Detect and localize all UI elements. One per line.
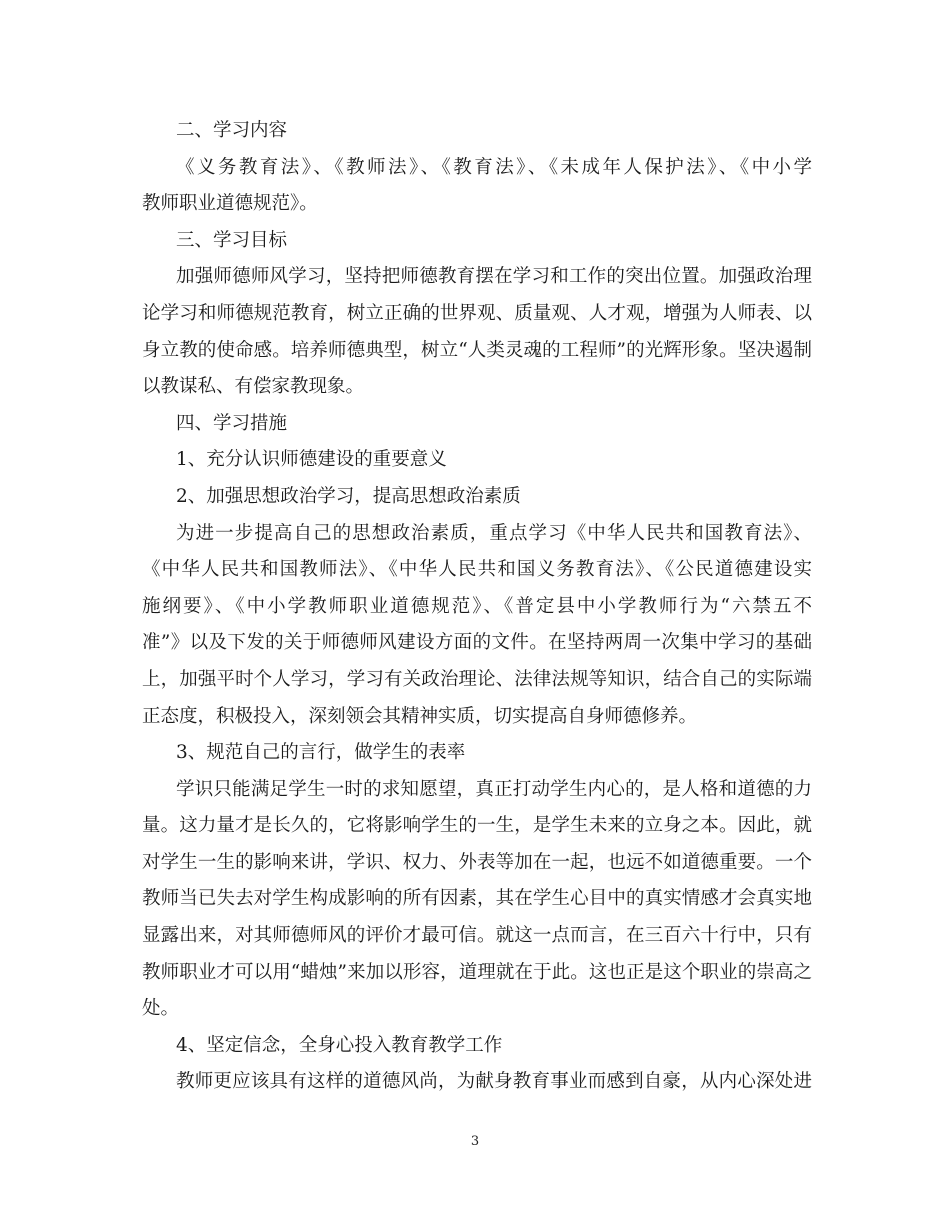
subheading-item-2: 2、加强思想政治学习，提高思想政治素质: [176, 485, 521, 507]
paragraph-line: 教师更应该具有这样的道德风尚，为献身教育事业而感到自豪，从内心深处进: [176, 1071, 812, 1093]
paragraph-line: 量。这力量才是长久的，它将影响学生的一生，是学生未来的立身之本。因此，就: [142, 815, 812, 837]
paragraph-line: 教师当已失去对学生构成影响的所有因素，其在学生心目中的真实情感才会真实地: [142, 888, 812, 910]
subheading-item-3: 3、规范自己的言行，做学生的表率: [176, 742, 466, 764]
paragraph-line: 学识只能满足学生一时的求知愿望，真正打动学生内心的，是人格和道德的力: [176, 778, 812, 800]
paragraph-line: 身立教的使命感。培养师德典型，树立“人类灵魂的工程师”的光辉形象。坚决遏制: [142, 339, 812, 361]
paragraph-line: 施纲要》、《中小学教师职业道德规范》、《普定县中小学教师行为“六禁五不: [142, 595, 812, 617]
paragraph-line: 《义务教育法》、《教师法》、《教育法》、《未成年人保护法》、《中小学: [176, 156, 812, 178]
section-heading-study-content: 二、学习内容: [176, 120, 288, 141]
paragraph-line: 显露出来，对其师德师风的评价才最可信。就这一点而言，在三百六十行中，只有: [142, 925, 812, 947]
document-body: [142, 113, 812, 1101]
paragraph-line: 教师职业道德规范》。: [142, 193, 318, 215]
subheading-item-1: 1、充分认识师德建设的重要意义: [176, 449, 447, 471]
paragraph-line: 对学生一生的影响来讲，学识、权力、外表等加在一起，也远不如道德重要。一个: [142, 851, 812, 873]
paragraph-line: 加强师德师风学习，坚持把师德教育摆在学习和工作的突出位置。加强政治理: [176, 266, 812, 288]
paragraph-line: 处。: [142, 998, 180, 1020]
subheading-item-4: 4、坚定信念，全身心投入教育教学工作: [176, 1034, 503, 1056]
paragraph-line: 上，加强平时个人学习，学习有关政治理论、法律法规等知识，结合自己的实际端: [142, 668, 812, 690]
page-number: 3: [470, 1134, 480, 1149]
section-heading-study-goals: 三、学习目标: [176, 229, 288, 251]
paragraph-line: 《中华人民共和国教师法》、《中华人民共和国义务教育法》、《公民道德建设实: [142, 559, 812, 581]
paragraph-line: 以教谋私、有偿家教现象。: [142, 376, 365, 398]
paragraph-line: 教师职业才可以用“蜡烛”来加以形容，道理就在于此。这也正是这个职业的崇高之: [142, 961, 812, 983]
paragraph-line: 论学习和师德规范教育，树立正确的世界观、质量观、人才观，增强为人师表、以: [142, 302, 812, 324]
paragraph-line: 为进一步提高自己的思想政治素质，重点学习《中华人民共和国教育法》、: [176, 522, 812, 544]
section-heading-study-measures: 四、学习措施: [176, 412, 288, 434]
paragraph-line: 准”》以及下发的关于师德师风建设方面的文件。在坚持两周一次集中学习的基础: [142, 632, 812, 654]
paragraph-line: 正态度，积极投入，深刻领会其精神实质，切实提高自身师德修养。: [142, 705, 698, 727]
